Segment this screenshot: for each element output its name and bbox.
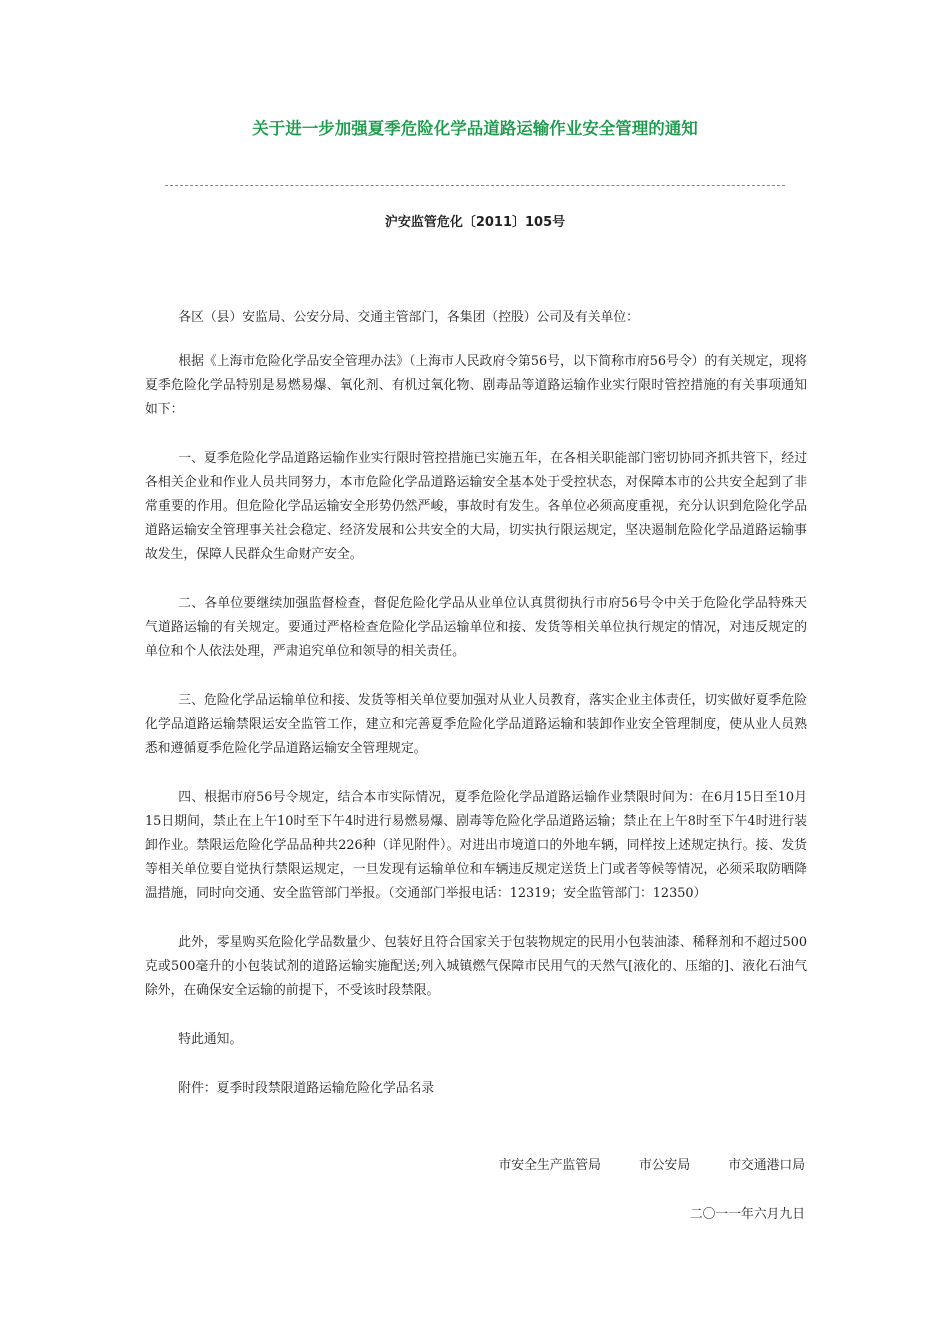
document-body xyxy=(145,306,807,1101)
document-number: 沪安监管危化〔2011〕105号 xyxy=(384,215,566,230)
title-divider xyxy=(165,185,785,186)
signer-police-bureau: 市公安局 xyxy=(638,1158,691,1173)
closing-text: 特此通知。 xyxy=(178,1032,243,1047)
section-3-paragraph: 三、危险化学品运输单位和接、发货等相关单位要加强对从业人员教育，落实企业主体责任，切实做好夏季危险化学品道路运输禁限运安全监管工作，建立和完善夏季危险化学品道路运输和装卸作业安全管理制度，使从业人员熟悉和遵循夏季危险化学品道路运输安全管理规定。 xyxy=(145,693,807,756)
signer-transport-bureau: 市交通港口局 xyxy=(728,1158,805,1173)
salutation: 各区（县）安监局、公安分局、交通主管部门，各集团（控股）公司及有关单位： xyxy=(178,310,639,325)
intro-paragraph: 根据《上海市危险化学品安全管理办法》（上海市人民政府令第56号，以下简称市府56号令）的有关规定，现将夏季危险化学品特别是易燃易爆、氧化剂、有机过氧化物、剧毒品等道路运输作业实行限时管控措施的有关事项通知如下： xyxy=(145,354,807,417)
signers-line xyxy=(499,1156,806,1176)
signer-safety-bureau: 市安全生产监管局 xyxy=(498,1158,601,1173)
section-1-paragraph: 一、夏季危险化学品道路运输作业实行限时管控措施已实施五年，在各相关职能部门密切协同齐抓共管下，经过各相关企业和作业人员共同努力，本市危险化学品道路运输安全基本处于受控状态，对保障本市的公共安全起到了非常重要的作用。但危险化学品运输安全形势仍然严峻，事故时有发生。各单位必须高度重视，充分认识到危险化学品道路运输安全管理事关社会稳定、经济发展和公共安全的大局，切实执行限运规定，坚决遏制危险化学品道路运输事故发生，保障人民群众生命财产安全。 xyxy=(145,451,807,562)
attachment-link[interactable]: 附件：夏季时段禁限道路运输危险化学品名录 xyxy=(178,1081,435,1096)
exception-paragraph: 此外，零星购买危险化学品数量少、包装好且符合国家关于包装物规定的民用小包装油漆、稀释剂和不超过500克或500毫升的小包装试剂的道路运输实施配送;列入城镇燃气保障市民用气的天然气[液化的、压缩的]、液化石油气除外，在确保安全运输的前提下，不受该时段禁限。 xyxy=(145,935,807,998)
section-2-paragraph: 二、各单位要继续加强监督检查，督促危险化学品从业单位认真贯彻执行市府56号令中关于危险化学品特殊天气道路运输的有关规定。要通过严格检查危险化学品运输单位和接、发货等相关单位执行规定的情况，对违反规定的单位和个人依法处理，严肃追究单位和领导的相关责任。 xyxy=(145,596,807,659)
section-4-paragraph: 四、根据市府56号令规定，结合本市实际情况，夏季危险化学品道路运输作业禁限时间为：在6月15日至10月15日期间，禁止在上午10时至下午4时进行易燃易爆、剧毒等危险化学品道路运输；禁止在上午8时至下午4时进行装卸作业。禁限运危险化学品品种共226种（详见附件）。对进出市境道口的外地车辆，同样按上述规定执行。接、发货等相关单位要自觉执行禁限运规定，一旦发现有运输单位和车辆违反规定送货上门或者等候等情况，必须采取防晒降温措施，同时向交通、安全监管部门举报。（交通部门举报电话：12319；安全监管部门：12350） xyxy=(145,790,807,901)
issue-date: 二〇一一年六月九日 xyxy=(689,1207,805,1222)
document-title: 关于进一步加强夏季危险化学品道路运输作业安全管理的通知 xyxy=(252,119,698,138)
